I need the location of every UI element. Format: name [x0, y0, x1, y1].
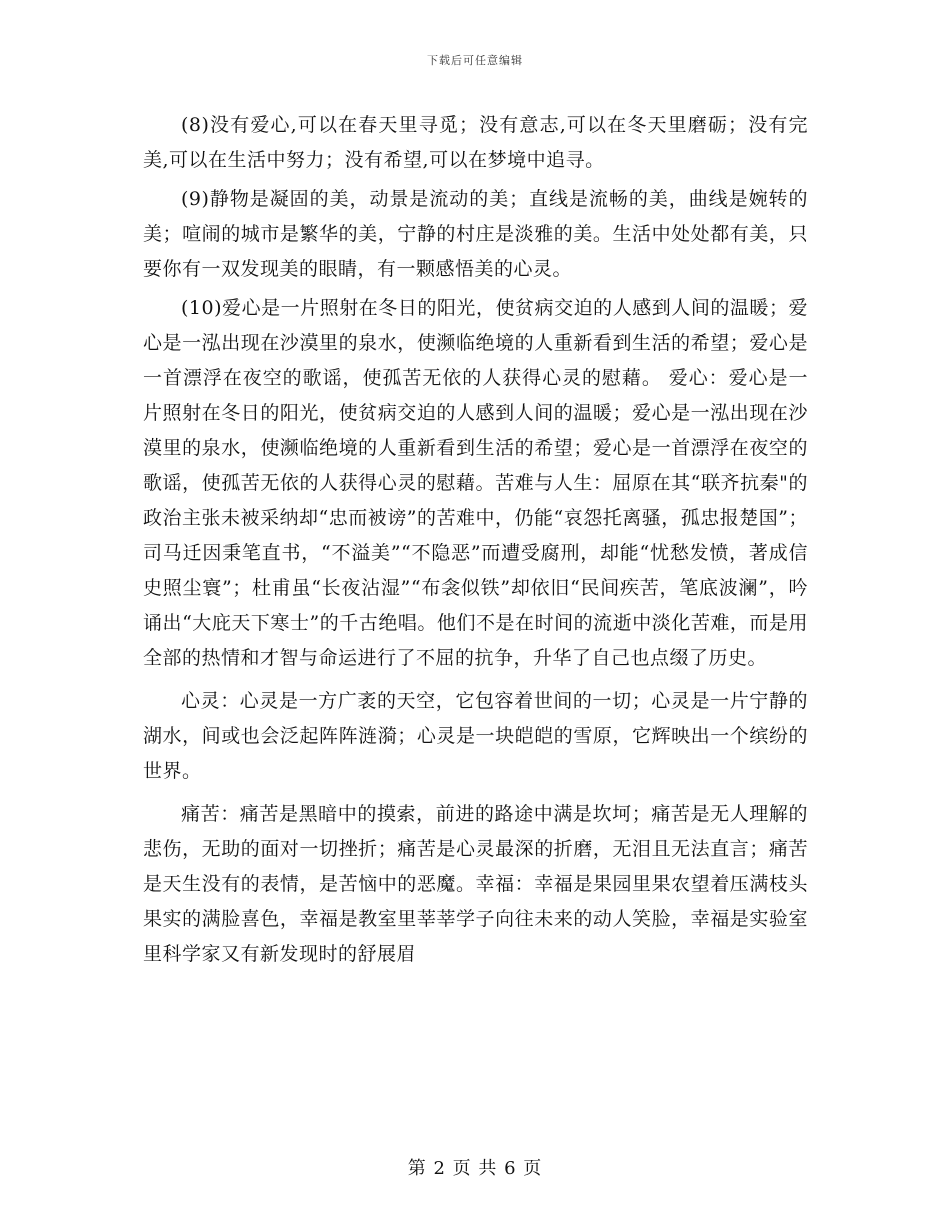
paragraph-9: (9)静物是凝固的美，动景是流动的美；直线是流畅的美，曲线是婉转的美；喧闹的城市是繁华的美，宁静的村庄是淡雅的美。生活中处处都有美，只要你有一双发现美的眼睛，有一颗感悟美的心灵。: [143, 188, 808, 280]
page-content: [143, 108, 808, 976]
paragraph-10: (10)爱心是一片照射在冬日的阳光，使贫病交迫的人感到人间的温暖；爱心是一泓出现在沙漠里的泉水，使濒临绝境的人重新看到生活的希望；爱心是一首漂浮在夜空的歌谣，使孤苦无依的人获得心灵的慰藉。 爱心：爱心是一片照射在冬日的阳光，使贫病交迫的人感到人间的温暖；爱心是一泓出现在沙漠里的泉水，使濒临绝境的人重新看到生活的希望；爱心是一首漂浮在夜空的歌谣，使孤苦无依的人获得心灵的慰藉。苦难与人生：屈原在其“联齐抗秦"的政治主张未被采纳却“忠而被谤”的苦难中，仍能“哀怨托离骚，孤忠报楚国”；司马迁因秉笔直书，“不溢美”“不隐恶”而遭受腐刑，却能“忧愁发愤，著成信史照尘寰”；杜甫虽“长夜沾湿”“布衾似铁”却依旧“民间疾苦，笔底波澜”，吟诵出“大庇天下寒士”的千古绝唱。他们不是在时间的流逝中淡化苦难，而是用全部的热情和才智与命运进行了不屈的抗争，升华了自己也点缀了历史。: [143, 297, 808, 669]
paragraph-8: (8)没有爱心,可以在春天里寻觅；没有意志,可以在冬天里磨砺；没有完美,可以在生活中努力；没有希望,可以在梦境中追寻。: [143, 114, 808, 171]
page-header: 下载后可任意编辑: [427, 54, 523, 67]
paragraph-soul: 心灵：心灵是一方广袤的天空，它包容着世间的一切；心灵是一片宁静的湖水，间或也会泛起阵阵涟漪；心灵是一块皑皑的雪原，它辉映出一个缤纷的世界。: [143, 690, 808, 782]
page-number: 第 2 页 共 6 页: [407, 1158, 543, 1179]
paragraph-pain: 痛苦：痛苦是黑暗中的摸索，前进的路途中满是坎坷；痛苦是无人理解的悲伤，无助的面对一切挫折；痛苦是心灵最深的折磨，无泪且无法直言；痛苦是天生没有的表情，是苦恼中的恶魔。幸福：幸福是果园里果农望着压满枝头果实的满脸喜色，幸福是教室里莘莘学子向往未来的动人笑脸，幸福是实验室里科学家又有新发现时的舒展眉: [143, 803, 808, 965]
